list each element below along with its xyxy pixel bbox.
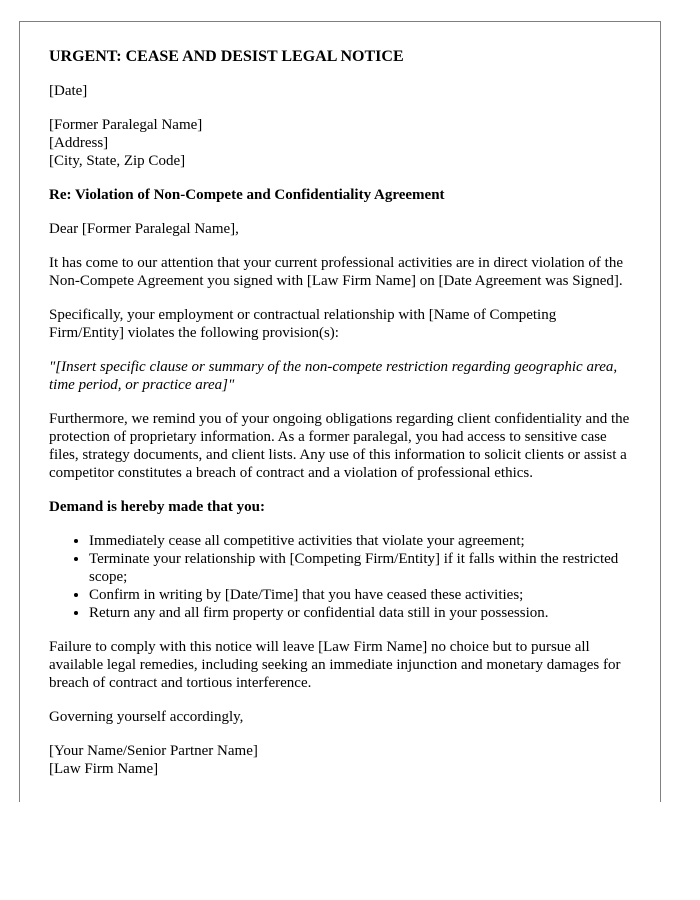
- recipient-city-state-zip: [City, State, Zip Code]: [49, 153, 186, 169]
- letter-page: [19, 21, 661, 802]
- letter-date: [Date]: [49, 83, 88, 99]
- paragraph-4: Failure to comply with this notice will leave [Law Firm Name] no choice but to pursue all available legal remedies, including seeking an immediate injunction and monetary damages for breach of contract and tortious interference.: [49, 639, 621, 691]
- paragraph-1: It has come to our attention that your current professional activities are in direct violation of the Non-Compete Agreement you signed with [Law Firm Name] on [Date Agreement was Signed].: [49, 255, 623, 289]
- demand-item: • Terminate your relationship with [Competing Firm/Entity] if it falls within the restricted scope;: [89, 550, 634, 586]
- letter-title: URGENT: CEASE AND DESIST LEGAL NOTICE: [49, 48, 404, 65]
- demand-heading: Demand is hereby made that you:: [49, 499, 265, 515]
- recipient-address: [Address]: [49, 135, 109, 151]
- provision-quote: "[Insert specific clause or summary of the non-compete restriction regarding geographic area, time period, or practice area]": [49, 359, 618, 393]
- closing: Governing yourself accordingly,: [49, 709, 244, 725]
- demand-item: • Confirm in writing by [Date/Time] that you have ceased these activities;: [89, 586, 634, 604]
- signature-block: [49, 742, 634, 778]
- signature-name: [Your Name/Senior Partner Name]: [49, 743, 258, 759]
- paragraph-2: Specifically, your employment or contractual relationship with [Name of Competing Firm/Entity] violates the following provision(s):: [49, 307, 557, 341]
- salutation: Dear [Former Paralegal Name],: [49, 221, 239, 237]
- demand-item: • Return any and all firm property or confidential data still in your possession.: [89, 604, 634, 622]
- signature-firm: [Law Firm Name]: [49, 761, 159, 777]
- demand-item: • Immediately cease all competitive activities that violate your agreement;: [89, 532, 634, 550]
- recipient-name: [Former Paralegal Name]: [49, 117, 203, 133]
- recipient-block: [49, 116, 634, 170]
- demand-list: [49, 532, 634, 622]
- letter-subject: Re: Violation of Non-Compete and Confidentiality Agreement: [49, 187, 445, 203]
- paragraph-3: Furthermore, we remind you of your ongoing obligations regarding client confidentiality and the protection of proprietary information. As a former paralegal, you had access to sensitive case files, strategy documents, and client lists. Any use of this information to solicit clients or assist a competitor constitutes a breach of contract and a violation of professional ethics.: [49, 411, 630, 481]
- letter-body: [49, 48, 634, 794]
